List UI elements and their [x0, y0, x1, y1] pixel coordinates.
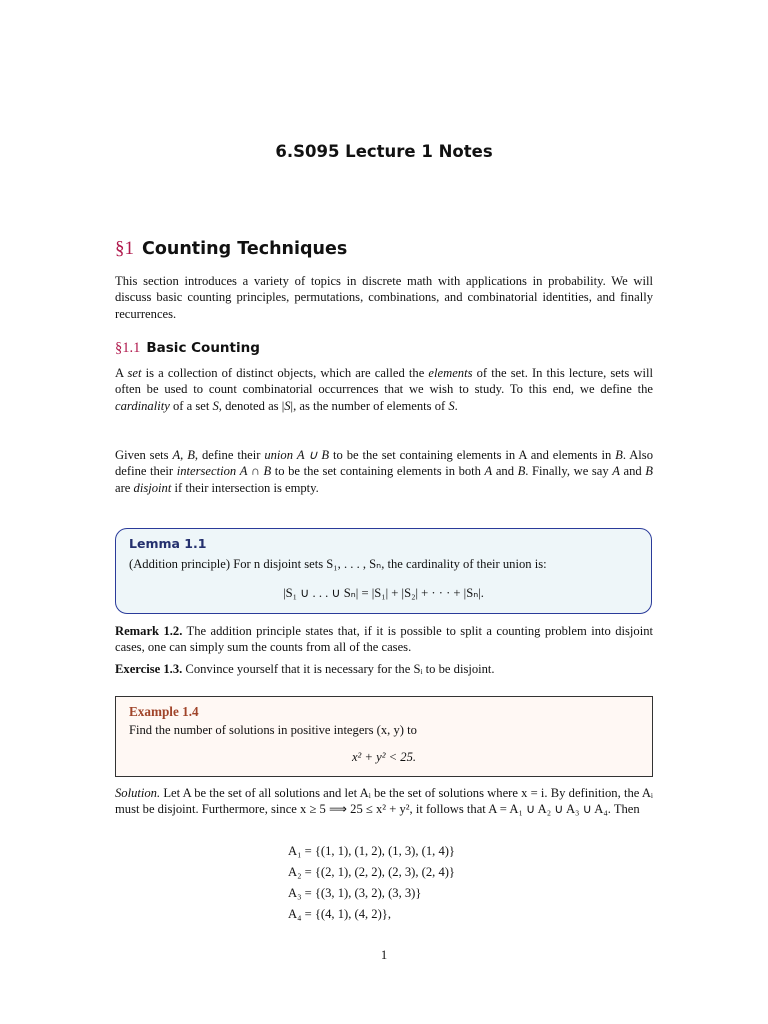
section-heading	[115, 238, 347, 260]
term-union: union	[264, 448, 294, 462]
solution-paragraph	[115, 785, 653, 818]
paragraph-set-definition: A set is a collection of distinct objects, which are called the elements of the set. In this lecture, sets will often be used to count combinatorial occurrences that we wish to study. To this end, we define the cardinality of a set S, denoted as |S|, as the number of elements of S.	[115, 366, 653, 413]
remark-paragraph	[115, 623, 653, 656]
example-box	[115, 696, 653, 777]
section-title: Counting Techniques	[142, 239, 348, 259]
set-a1: A₁ = {(1, 1), (1, 2), (1, 3), (1, 4)}	[288, 844, 455, 858]
term-intersection: intersection	[176, 464, 237, 479]
lemma-box	[115, 528, 652, 614]
paragraph-union-intersection: Given sets A, B, define their union A ∪ B to be the set containing elements in A and elements in B. Also define their intersection A ∩ B to be the set containing elements in both A and B. Finally, we say A and B are disjoint if their intersection is empty.	[115, 448, 653, 495]
section-intro: This section introduces a variety of topics in discrete math with applications in probability. We will discuss basic counting principles, permutations, combinations, and combinatorial identities, and finally recurrences.	[115, 274, 653, 321]
subsection-title: Basic Counting	[146, 340, 260, 356]
subsection-heading	[115, 340, 260, 357]
page-number: 1	[380, 948, 388, 962]
term-elements: elements	[428, 366, 473, 380]
exercise-text: Convince yourself that it is necessary for the Sᵢ to be disjoint.	[182, 662, 495, 676]
remark-text: The addition principle states that, if it is possible to split a counting problem into disjoint cases, one can simply sum the counts from all of the cases.	[115, 624, 653, 655]
example-formula: x² + y² < 25.	[351, 750, 417, 764]
set-a2: A₂ = {(2, 1), (2, 2), (2, 3), (2, 4)}	[288, 865, 455, 879]
exercise-paragraph	[115, 661, 653, 677]
term-set: set	[127, 366, 142, 380]
exercise-label: Exercise 1.3.	[115, 662, 183, 676]
solution-text: Let A be the set of all solutions and let Aᵢ be the set of solutions where x = i. By definition, the Aᵢ must be disjoint. Furthermore, since x ≥ 5 ⟹ 25 ≤ x² + y², it follows that A = A₁ ∪ A₂ ∪ A₃ ∪ A₄. Then	[115, 786, 653, 817]
term-cardinality: cardinality	[115, 398, 170, 413]
example-text: Find the number of solutions in positive integers (x, y) to	[129, 723, 417, 737]
set-a3: A₃ = {(3, 1), (3, 2), (3, 3)}	[288, 886, 422, 900]
example-title: Example 1.4	[129, 704, 199, 719]
section-number: §1	[115, 238, 134, 259]
subsection-number: §1.1	[115, 340, 141, 356]
term-disjoint: disjoint	[133, 480, 172, 495]
remark-label: Remark 1.2.	[115, 624, 183, 638]
solution-label: Solution.	[115, 786, 161, 800]
set-a4: A₄ = {(4, 1), (4, 2)},	[288, 907, 391, 921]
lemma-title: Lemma 1.1	[129, 536, 207, 551]
lemma-formula: |S₁ ∪ . . . ∪ Sₙ| = |S₁| + |S₂| + · · · + |Sₙ|.	[283, 586, 484, 600]
document-title: 6.S095 Lecture 1 Notes	[275, 142, 493, 161]
solution-sets	[288, 841, 455, 925]
lemma-text: (Addition principle) For n disjoint sets S₁, . . . , Sₙ, the cardinality of their union is:	[129, 557, 547, 571]
